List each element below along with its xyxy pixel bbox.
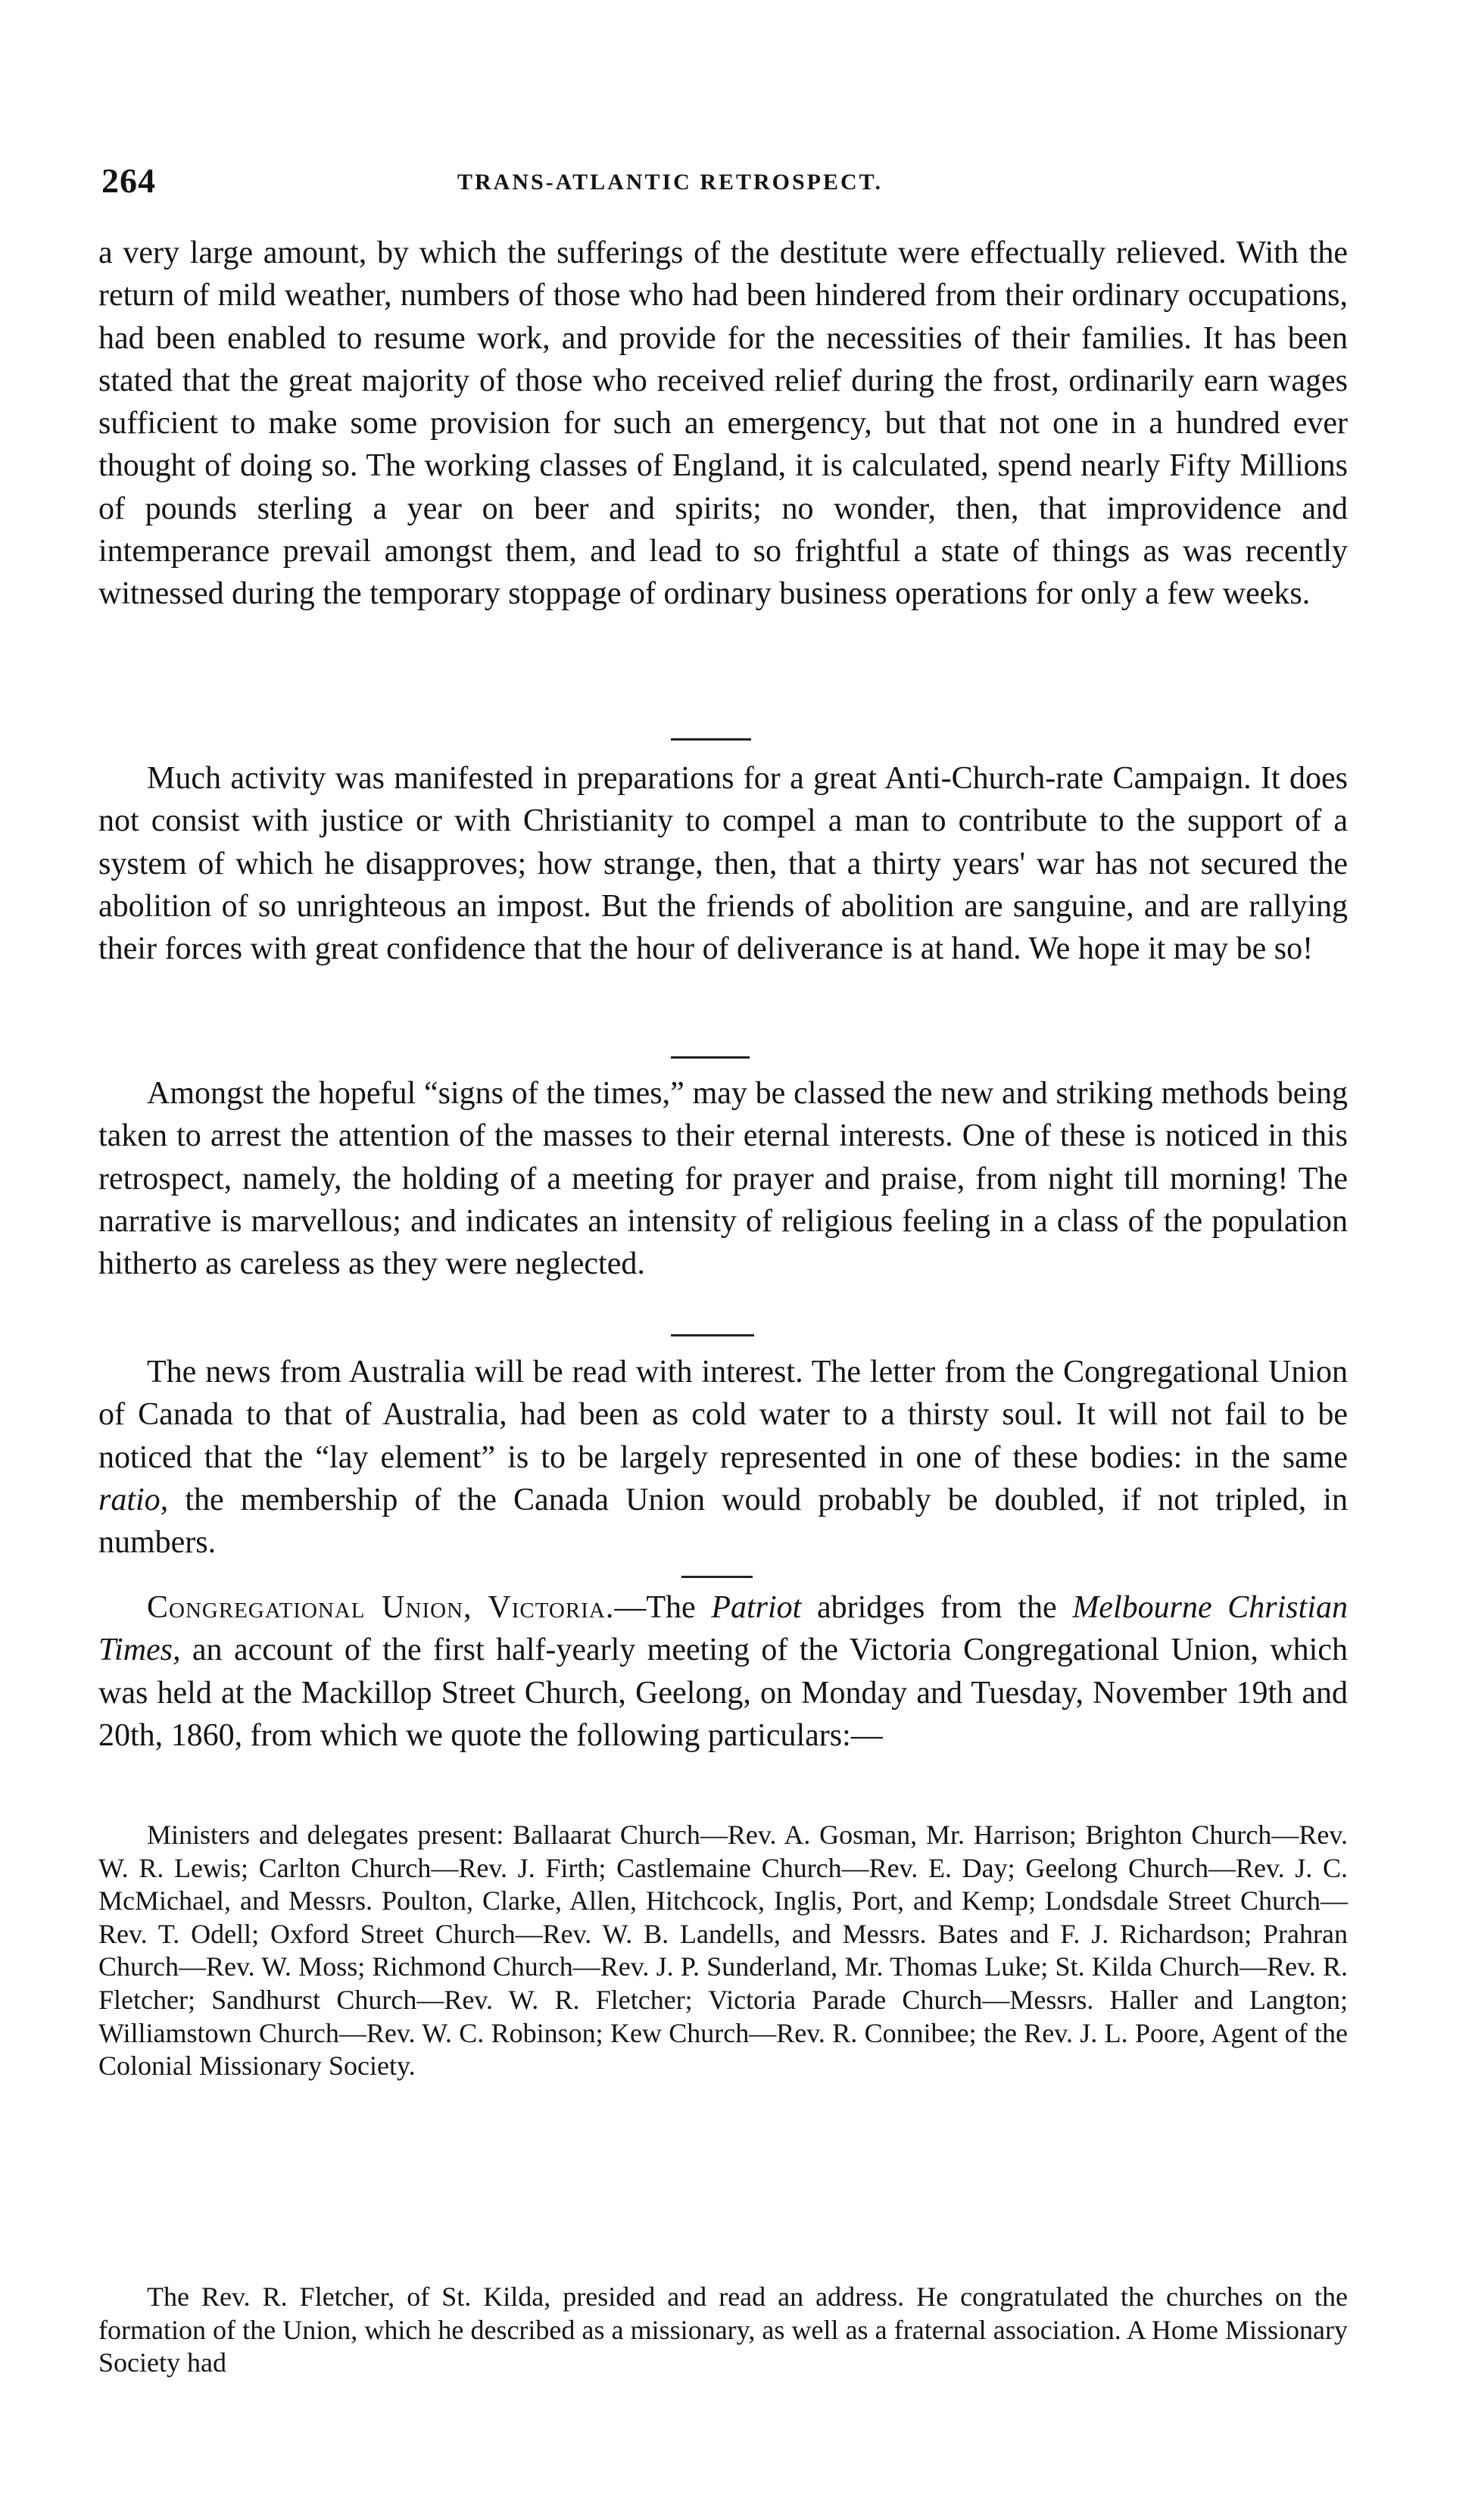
paragraph-fletcher-address: The Rev. R. Fletcher, of St. Kilda, presided and read an address. He congratulated the churches on the formation of the Union, which he described as a missionary, as well as a fraternal association. A Home Missionary Society had <box>98 2281 1348 2378</box>
section-heading-victoria: Congregational Union, Victoria. <box>147 1590 615 1625</box>
running-head <box>101 161 1343 206</box>
paragraph-australia-news <box>98 1351 1348 1564</box>
section-divider <box>681 1576 753 1578</box>
victoria-text: abridges from the <box>801 1590 1073 1625</box>
section-divider <box>671 1334 754 1336</box>
ratio-italic: ratio, <box>98 1482 169 1517</box>
paragraph-church-rate-campaign: Much activity was manifested in preparations for a great Anti-Church-rate Campaign. It does not consist with justice or with Christianity to compel a man to contribute to the support of a system of which he disapproves; how strange, then, that a thirty years' war has not secured the abolition of so unrighteous an impost. But the friends of abolition are sanguine, and are rallying their forces with great confidence that the hour of deliverance is at hand. We hope it may be so! <box>98 761 1348 967</box>
paragraph-victoria-union <box>98 1586 1348 1757</box>
australia-news-text: The news from Australia will be read with interest. The letter from the Congregational Union of Canada to that of Australia, had been as cold water to a thirsty soul. It will not fail to be noticed that the “lay element” is to be largely represented in one of these bodies: in the same <box>98 1355 1348 1475</box>
melbourne-times-italic: Melbourne Christian Times, <box>98 1590 1348 1668</box>
australia-news-text-end: the membership of the Canada Union would probably be doubled, if not tripled, in numbers. <box>98 1482 1348 1561</box>
section-divider <box>671 738 751 741</box>
section-divider <box>671 1056 750 1059</box>
victoria-text-end: an account of the first half-yearly meeting of the Victoria Congregational Union, which was held at the Mackillop Street Church, Geelong, on Monday and Tuesday, November 19th and 20th, 1860, from which we quote the following particulars:— <box>98 1633 1348 1753</box>
paragraph-destitute-relief: a very large amount, by which the sufferings of the destitute were effectually relieved. With the return of mild weather, numbers of those who had been hindered from their ordinary occupations, had been enabled to resume work, and provide for the necessities of their families. It has been stated that the great majority of those who received relief during the frost, ordinarily earn wages sufficient to make some provision for such an emergency, but that not one in a hundred ever thought of doing so. The working classes of England, it is calculated, spend nearly Fifty Millions of pounds sterling a year on beer and spirits; no wonder, then, that improvidence and intemperance prevail amongst them, and lead to so frightful a state of things as was recently witnessed during the temporary stoppage of ordinary business operations for only a few weeks. <box>98 235 1348 612</box>
page-number: 264 <box>101 161 156 200</box>
paragraph-ministers-delegates: Ministers and delegates present: Ballaarat Church—Rev. A. Gosman, Mr. Harrison; Brighton Church—Rev. W. R. Lewis; Carlton Church—Rev. J. Firth; Castlemaine Church—Rev. E. Day; Geelong Church—Rev. J. C. McMichael, and Messrs. Poulton, Clarke, Allen, Hitchcock, Inglis, Port, and Kemp; Londsdale Street Church—Rev. T. Odell; Oxford Street Church—Rev. W. B. Landells, and Messrs. Bates and F. J. Richardson; Prahran Church—Rev. W. Moss; Richmond Church—Rev. J. P. Sunderland, Mr. Thomas Luke; St. Kilda Church—Rev. R. Fletcher; Sandhurst Church—Rev. W. R. Fletcher; Victoria Parade Church—Messrs. Haller and Langton; Williamstown Church—Rev. W. C. Robinson; Kew Church—Rev. R. Connibee; the Rev. J. L. Poore, Agent of the Colonial Missionary Society. <box>98 1820 1348 2082</box>
paragraph-signs-of-the-times: Amongst the hopeful “signs of the times,” may be classed the new and striking methods being taken to arrest the attention of the masses to their eternal interests. One of these is noticed in this retrospect, namely, the holding of a meeting for prayer and praise, from night till morning! The narrative is marvellous; and indicates an intensity of religious feeling in a class of the population hitherto as careless as they were neglected. <box>98 1076 1348 1282</box>
patriot-italic: Patriot <box>711 1590 802 1625</box>
running-title: TRANS-ATLANTIC RETROSPECT. <box>457 170 883 195</box>
heading-dash: —The <box>614 1590 712 1625</box>
